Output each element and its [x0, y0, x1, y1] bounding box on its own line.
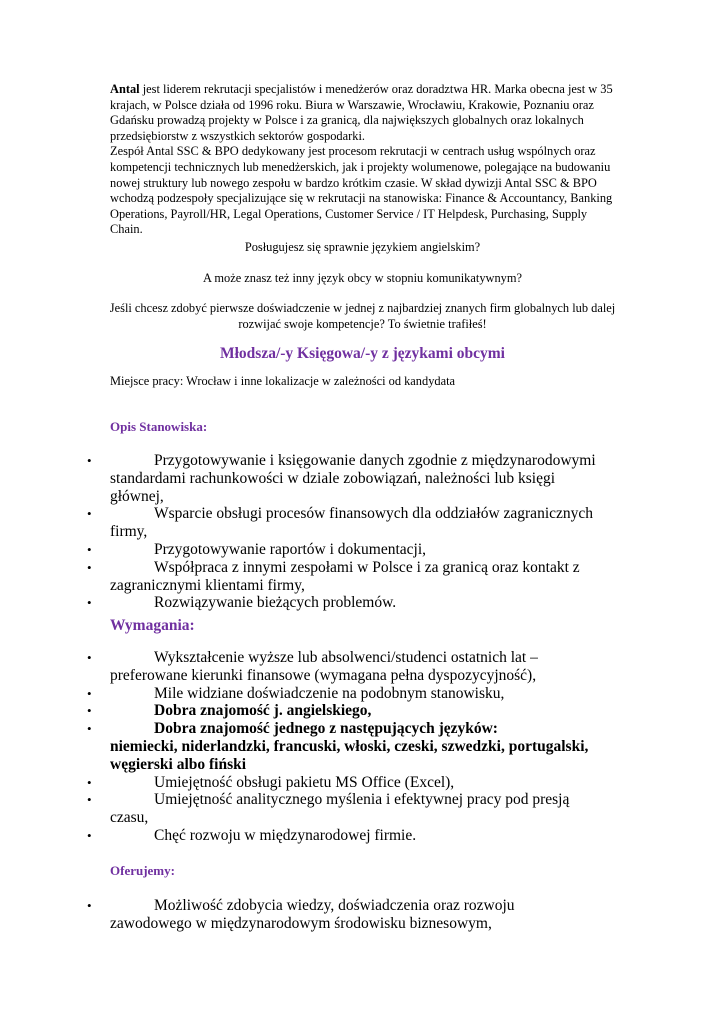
bullet-icon: • — [87, 774, 92, 790]
intro-paragraph-2: Zespół Antal SSC & BPO dedykowany jest procesom rekrutacji w centrach usług wspólnych oraz kompetencji technicznych lub menedżerskich, jak i projekty wolumenowe, polegające na budowaniu nowej struktury lub nowego zespołu w bardzo krótkim czasie. W skład dywizji Antal SSC & BPO wchodzą podzespoły specjalizujące się w rekrutacji na stanowiska: Finance & Accountancy, Banking Operations, Payroll/HR, Legal Operations, Customer Service / IT Helpdesk, Purchasing, Supply Chain. — [110, 144, 613, 237]
list-item: • Rozwiązywanie bieżących problemów. — [87, 594, 397, 612]
bullet-icon: • — [87, 792, 92, 808]
bullet-icon: • — [87, 685, 92, 701]
list-item: • Wsparcie obsługi procesów finansowych dla oddziałów zagranicznych firmy, — [87, 505, 594, 541]
question-experience — [100, 301, 625, 332]
list-item: • Mile widziane doświadczenie na podobnym stanowisku, — [87, 684, 505, 702]
question-experience-line-1: Jeśli chcesz zdobyć pierwsze doświadczenie w jednej z najbardziej znanych firm globalnych lub dalej — [109, 301, 616, 315]
question-other-language: A może znasz też inny język obcy w stopniu komunikatywnym? — [203, 271, 522, 285]
bullet-icon: • — [87, 506, 92, 522]
bullet-icon: • — [87, 827, 92, 843]
list-item: • Umiejętność obsługi pakietu MS Office (Excel), — [87, 773, 455, 791]
bullet-icon: • — [87, 898, 92, 913]
bullet-icon: • — [87, 595, 92, 611]
heading-requirements: Wymagania: — [110, 617, 195, 634]
heading-we-offer: Oferujemy: — [110, 863, 175, 878]
company-intro — [110, 82, 620, 238]
company-name: Antal — [110, 82, 140, 96]
offer-list — [0, 897, 725, 933]
question-experience-line-2: rozwijać swoje kompetencje? To świetnie trafiłeś! — [238, 316, 487, 331]
job-description-list — [0, 452, 725, 612]
list-item: • Chęć rozwoju w międzynarodowej firmie. — [87, 826, 417, 844]
list-item: • Dobra znajomość jednego z następujących języków: niemiecki, niderlandzki, francuski, włoski, czeski, szwedzki, portugalski, węgierski albo fiński — [0, 720, 600, 773]
bullet-icon: • — [87, 721, 92, 737]
intro-paragraph-1 — [110, 82, 620, 144]
requirements-list — [0, 649, 725, 845]
list-item: • Umiejętność analitycznego myślenia i efektywnej pracy pod presją czasu, — [87, 791, 570, 827]
intro-text-1: jest liderem rekrutacji specjalistów i menedżerów oraz doradztwa HR. Marka obecna jest w 35 krajach, w Polsce działa od 1996 roku. Biura w Warszawie, Wrocławiu, Krakowie, Poznaniu oraz Gdańsku prowadzą projekty w Polsce i za granicą, dla największych globalnych oraz lokalnych przedsiębiorstw z wszystkich sektorów gospodarki. — [110, 82, 613, 143]
list-item: • Dobra znajomość j. angielskiego, — [87, 702, 372, 720]
bullet-icon: • — [87, 703, 92, 719]
list-item: • Współpraca z innymi zespołami w Polsce i za granicą oraz kontakt z zagranicznymi klientami firmy, — [87, 558, 580, 594]
list-item: • Możliwość zdobycia wiedzy, doświadczenia oraz rozwoju zawodowego w międzynarodowym środowisku biznesowym, — [87, 897, 515, 932]
bullet-icon: • — [87, 650, 92, 665]
bullet-icon: • — [87, 453, 92, 468]
bullet-icon: • — [87, 541, 92, 557]
list-item: • Wykształcenie wyższe lub absolwenci/studenci ostatnich lat – preferowane kierunki finansowe (wymagana pełna dyspozycyjność), — [87, 649, 538, 684]
bullet-icon: • — [87, 559, 92, 575]
job-title: Młodsza/-y Księgowa/-y z językami obcymi — [220, 345, 505, 362]
question-english: Posługujesz się sprawnie językiem angielskim? — [244, 240, 481, 254]
list-item: • Przygotowywanie i księgowanie danych zgodnie z międzynarodowymi standardami rachunkowości w dziale zobowiązań, należności lub księgi głównej, — [87, 452, 596, 505]
heading-job-description: Opis Stanowiska: — [110, 419, 208, 434]
list-item: • Przygotowywanie raportów i dokumentacji, — [87, 540, 427, 558]
work-location: Miejsce pracy: Wrocław i inne lokalizacje w zależności od kandydata — [110, 374, 456, 388]
languages-list: niemiecki, niderlandzki, francuski, włoski, czeski, szwedzki, portugalski, węgierski albo fiński — [110, 737, 589, 773]
